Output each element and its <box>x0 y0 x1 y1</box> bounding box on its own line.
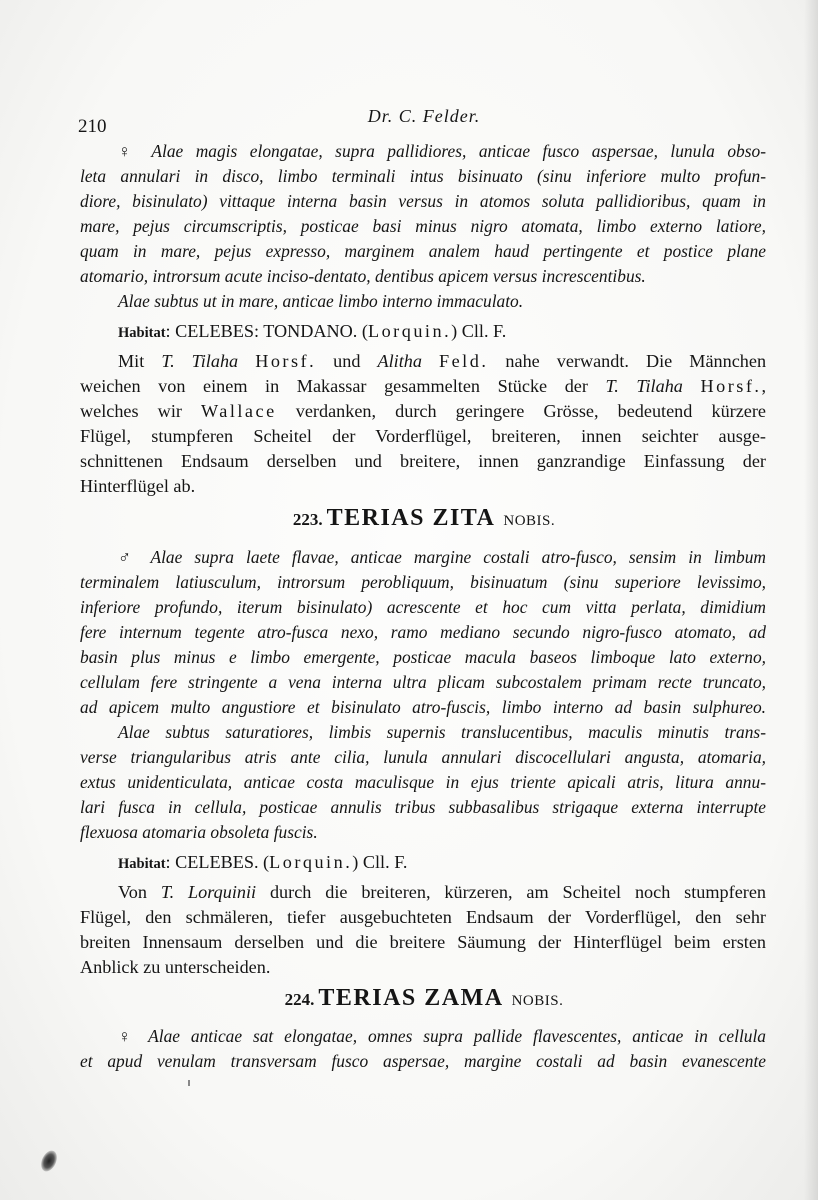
ink-blot <box>38 1148 60 1174</box>
male-description-line: inferiore profundo, iterum bisinulato) acrescente et hoc cum vitta perlata, dimidium <box>80 597 766 617</box>
person-name: Wallace <box>201 401 277 421</box>
notes-line: Anblick zu unterscheiden. <box>80 957 271 977</box>
female-description-line: atomario, introrsum acute inciso-dentato, dentibus apicem versus increscentibus. <box>80 266 646 286</box>
taxon-name: T. Tilaha <box>605 376 683 396</box>
underside-description-line: Alae subtus saturatiores, limbis supernis translucentibus, maculis minutis trans- <box>118 722 766 742</box>
female-description-line: leta annulari in disco, limbo terminali intus bisinuato (sinu inferiore multo profun- <box>80 166 766 186</box>
notes-text: Von <box>118 882 161 902</box>
notes-text <box>422 351 439 371</box>
scan-speck <box>188 1080 190 1086</box>
notes-text <box>683 376 701 396</box>
notes-text: verdanken, durch geringere Grösse, bedeutend kürzere <box>276 401 766 421</box>
female-description-line: diore, bisinulato) vittaque interna basin versus in atomos soluta pallidioribus, quam in <box>80 191 766 211</box>
notes-line: schnittenen Endsaum derselben und breitere, innen ganzrandige Einfassung der <box>80 451 766 471</box>
notes-line: breiten Innensaum derselben und die breitere Säumung der Hinterflügel beim ersten <box>80 932 766 952</box>
habitat-suffix: ) Cll. F. <box>451 321 507 341</box>
notes-line <box>118 881 766 903</box>
species-number: 224. <box>284 990 315 1009</box>
male-description-line: fere internum tegente atro-fusca nexo, ramo mediano secundo nigro-fusco atomato, ad <box>80 622 766 642</box>
species-author: NOBIS. <box>511 993 564 1009</box>
species-name: TERIAS ZITA <box>326 505 496 531</box>
female-description-line: quam in mare, pejus expresso, marginem analem haud pertingente et postice plane <box>80 241 766 261</box>
underside-description-line: flexuosa atomaria obsoleta fuscis. <box>80 822 318 842</box>
author-name: Feld. <box>438 351 489 371</box>
underside-description-line: extus unidenticulata, anticae costa maculisque in ejus triente apicali atris, litura annu- <box>80 772 766 792</box>
notes-line: Flügel, den schmäleren, tiefer ausgebuchteten Endsaum der Vorderflügel, den sehr <box>80 907 766 927</box>
species-number: 223. <box>292 510 323 529</box>
female-description-line: ♀ Alae anticae sat elongatae, omnes supra pallide flavescentes, anticae in cellula <box>118 1026 766 1046</box>
taxon-name: T. Tilaha <box>161 351 239 371</box>
notes-text: und <box>316 351 378 371</box>
notes-text: durch die breiteren, kürzeren, am Scheitel noch stumpferen <box>256 882 766 902</box>
habitat-collector: Lorquin. <box>269 852 353 872</box>
female-description-line: et apud venulam transversam fusco aspersae, margine costali ad basin evanescente <box>80 1051 766 1071</box>
male-description-line: ♂ Alae supra laete flavae, anticae margine costali atro-fusco, sensim in limbum <box>118 547 766 567</box>
notes-line <box>80 400 766 422</box>
species-author: NOBIS. <box>503 513 556 529</box>
species-name: TERIAS ZAMA <box>318 985 504 1011</box>
species-heading-223 <box>0 505 818 532</box>
male-description-line: terminalem latiusculum, introrsum perobliquum, bisinuatum (sinu superiore levissimo, <box>80 572 766 592</box>
underside-description-line: lari fusca in cellula, posticae annulis tribus subbasalibus strigaque externa interrupte <box>80 797 766 817</box>
habitat-label: Habitat <box>118 856 166 872</box>
notes-line <box>118 350 766 372</box>
notes-text: welches wir <box>80 401 202 421</box>
page-edge-shadow <box>804 0 818 1200</box>
notes-text: , <box>761 376 767 396</box>
male-description-line: cellulam fere stringente a vena interna ultra plicam subcostalem primam recte truncato, <box>80 672 766 692</box>
page-number: 210 <box>78 116 107 137</box>
female-description-line: mare, pejus circumscriptis, posticae basi minus nigro atomata, limbo externo latiore, <box>80 216 766 236</box>
notes-text: nahe verwandt. Die Männchen <box>488 351 767 371</box>
underside-description: Alae subtus ut in mare, anticae limbo interno immaculato. <box>118 291 524 311</box>
author-name: Horsf. <box>700 376 762 396</box>
notes-line: Flügel, stumpferen Scheitel der Vorderflügel, breiteren, innen seichter ausge- <box>80 426 766 446</box>
male-description-line: basin plus minus e limbo emergente, posticae macula baseos limboque lato externo, <box>80 647 766 667</box>
notes-text: weichen von einem in Makassar gesammelten Stücke der <box>80 376 606 396</box>
habitat-collector: Lorquin. <box>367 321 452 341</box>
notes-text: Mit <box>118 351 162 371</box>
underside-description-line: verse triangularibus atris ante cilia, lunula annulari discocellulari angusta, atomaria, <box>80 747 766 767</box>
habitat-suffix: ) Cll. F. <box>352 852 408 872</box>
notes-line: Hinterflügel ab. <box>80 476 196 496</box>
habitat-label: Habitat <box>118 325 166 341</box>
taxon-name: Alitha <box>377 351 422 371</box>
male-description-line: ad apicem multo angustiore et bisinulato atro-fuscis, limbo interno ad basin sulphureo. <box>80 697 766 717</box>
notes-text <box>238 351 255 371</box>
female-description-line: ♀ Alae magis elongatae, supra pallidiores, anticae fusco aspersae, lunula obso- <box>118 141 766 161</box>
running-head: Dr. C. Felder. <box>367 106 481 126</box>
taxon-name: T. Lorquinii <box>160 882 257 902</box>
habitat-text: : CELEBES: TONDANO. ( <box>165 321 368 341</box>
habitat-line <box>118 851 766 875</box>
habitat-line <box>118 320 766 344</box>
species-heading-224 <box>0 985 818 1012</box>
habitat-text: : CELEBES. ( <box>165 852 270 872</box>
author-name: Horsf. <box>255 351 317 371</box>
notes-line <box>80 375 766 397</box>
